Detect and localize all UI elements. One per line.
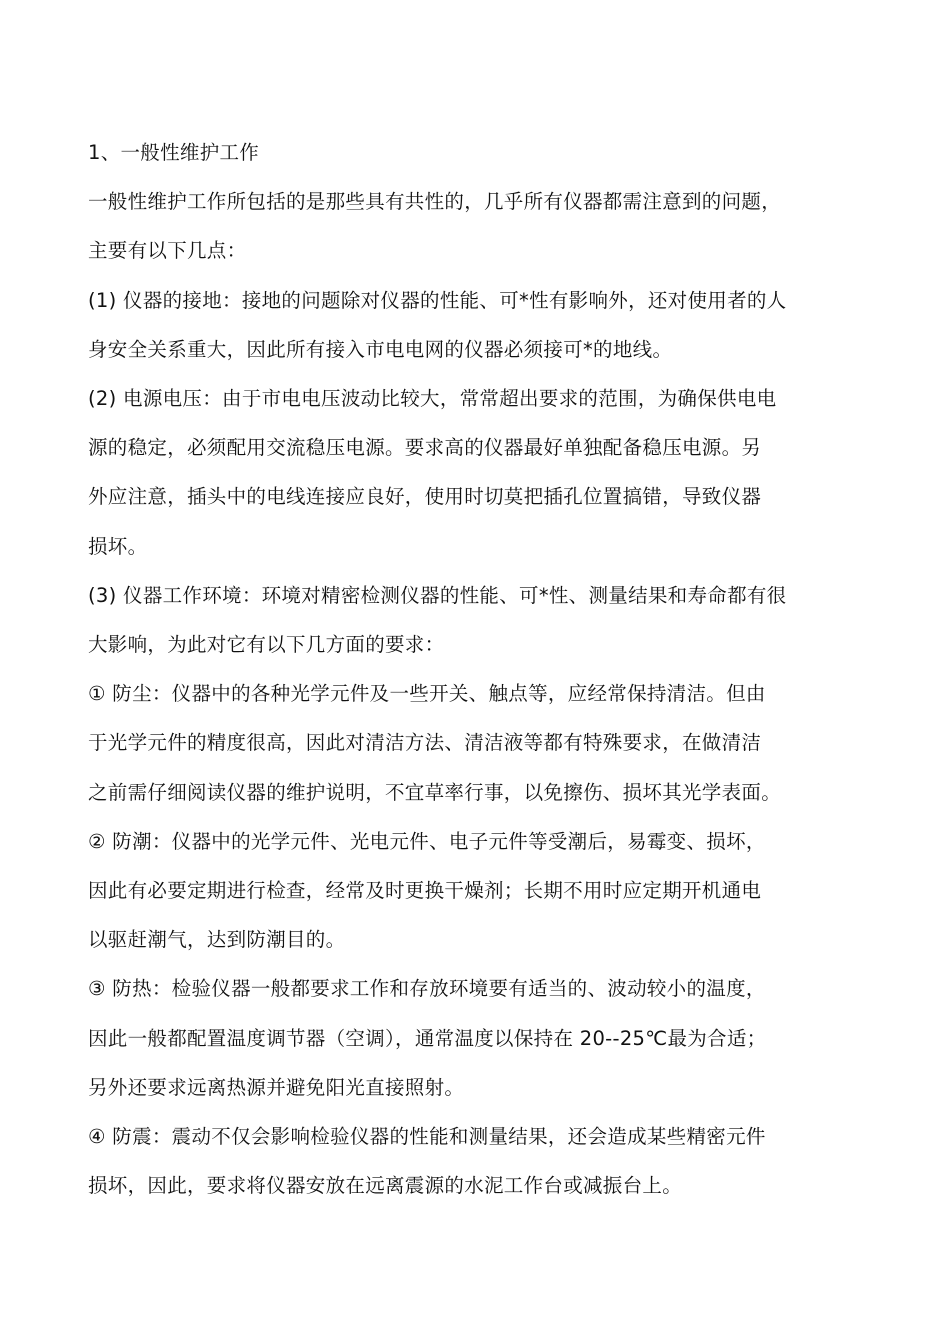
text-line: 大影响，为此对它有以下几方面的要求： [88,633,445,657]
section-heading: 1、一般性维护工作 [88,141,260,164]
text-line: (3) 仪器工作环境：环境对精密检测仪器的性能、可*性、测量结果和寿命都有很 [88,583,787,607]
text-line: ③ 防热：检验仪器一般都要求工作和存放环境要有适当的、波动较小的温度， [88,977,766,1001]
text-line: 损坏，因此，要求将仪器安放在远离震源的水泥工作台或减振台上。 [88,1174,683,1198]
text-line: 另外还要求远离热源并避免阳光直接照射。 [88,1075,465,1099]
text-line: 于光学元件的精度很高，因此对清洁方法、清洁液等都有特殊要求，在做清洁 [88,731,762,755]
text-line: 因此有必要定期进行检查，经常及时更换干燥剂；长期不用时应定期开机通电 [88,879,762,903]
text-line: 以驱赶潮气，达到防潮目的。 [88,928,346,952]
text-line: 源的稳定，必须配用交流稳压电源。要求高的仪器最好单独配备稳压电源。另 [88,436,762,460]
text-line: (2) 电源电压：由于市电电压波动比较大，常常超出要求的范围，为确保供电电 [88,387,777,411]
document-body [88,128,878,1210]
text-line: ④ 防震：震动不仅会影响检验仪器的性能和测量结果，还会造成某些精密元件 [88,1125,766,1149]
text-line: 一般性维护工作所包括的是那些具有共性的，几乎所有仪器都需注意到的问题， [88,190,782,214]
text-line: 之前需仔细阅读仪器的维护说明，不宜草率行事，以免擦伤、损坏其光学表面。 [88,780,782,804]
text-line: 外应注意，插头中的电线连接应良好，使用时切莫把插孔位置搞错，导致仪器 [88,485,762,509]
text-line: 身安全关系重大，因此所有接入市电电网的仪器必须接可*的地线。 [88,337,673,361]
text-line: 因此一般都配置温度调节器（空调），通常温度以保持在 20--25℃最为合适； [88,1026,767,1050]
text-line: (1) 仪器的接地：接地的问题除对仪器的性能、可*性有影响外，还对使用者的人 [88,288,787,312]
text-line: ② 防潮：仪器中的光学元件、光电元件、电子元件等受潮后，易霉变、损坏， [88,829,766,853]
text-line: 损坏。 [88,534,148,558]
text-line: 主要有以下几点： [88,239,247,263]
text-line: ① 防尘：仪器中的各种光学元件及一些开关、触点等，应经常保持清洁。但由 [88,682,766,706]
